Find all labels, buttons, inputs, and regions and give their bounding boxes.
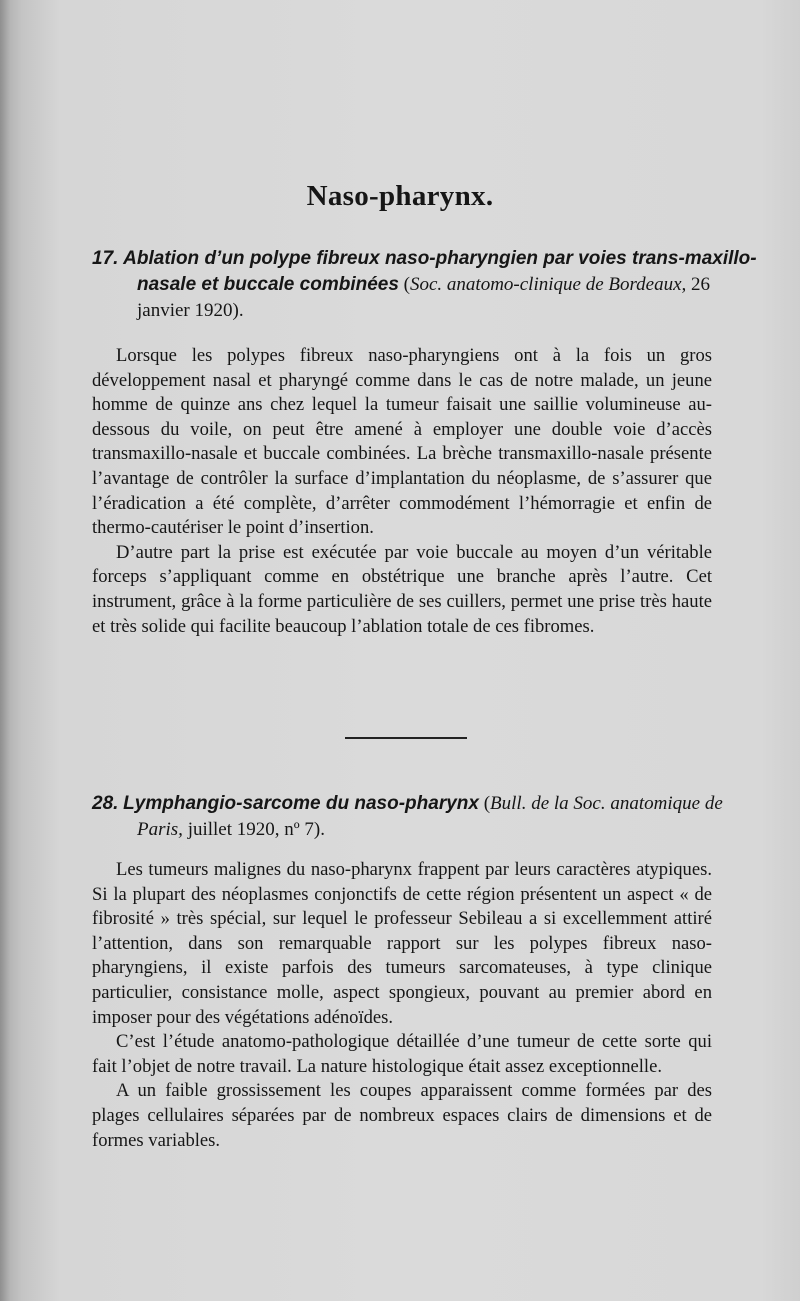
source-citation: Bull. de la Soc. anatomique de Paris, <box>137 793 723 840</box>
paragraph: Les tumeurs malignes du naso-pharynx frappent par leurs caractères atypiques. Si la plupart des néoplasmes conjonctifs de cette région présentent un aspect « de fibrosité » très spécial, sur lequel le professeur Sebileau a si excellemment attiré l’attention, dans son remarquable rapport sur les polypes fibreux naso-pharyngiens, il existe parfois des tumeurs sarcomateuses, à type clinique particulier, consistance molle, aspect spongieux, pouvant au premier abord en imposer pour des végétations adénoïdes. <box>92 859 712 1028</box>
separator-rule <box>345 737 467 739</box>
source-open-paren: ( <box>478 793 491 814</box>
section-title: Naso-pharynx. <box>306 180 494 212</box>
source-date: juillet 1920, nº 7). <box>182 819 325 840</box>
paragraph: Lorsque les polypes fibreux naso-pharyngiens ont à la fois un gros développement nasal et pharyngé comme dans le cas de notre malade, un jeune homme de quinze ans chez lequel la tumeur faisait une saillie volumineuse au-dessous du voile, on peut être amené à employer une double voie d’accès transmaxillo-nasale et buccale combinées. La brèche transmaxillo-nasale présente l’avantage de contrôler la surface d’implantation du néoplasme, de s’assurer que l’éradication a été complète, d’arrêter commodément l’hémorragie et enfin de thermo-cautériser le point d’insertion. <box>92 345 712 539</box>
entry-heading-28 <box>92 791 765 843</box>
paragraph: C’est l’étude anatomo-pathologique détaillée d’une tumeur de cette sorte qui fait l’objet de notre travail. La nature histologique était assez exceptionnelle. <box>92 1031 712 1077</box>
entry-number: 17. <box>92 248 119 269</box>
entry-body-17 <box>92 344 712 639</box>
source-date: 26 janvier 1920). <box>137 274 711 321</box>
entry-title: Ablation d’un polype fibreux naso-pharyngien par voies trans-maxillo-nasale et buccale combinées <box>123 248 757 295</box>
source-citation: Soc. anatomo-clinique de Bordeaux, <box>409 274 687 295</box>
entry-heading-17 <box>92 246 765 324</box>
source-open-paren: ( <box>403 274 410 295</box>
paragraph: A un faible grossissement les coupes apparaissent comme formées par des plages cellulaires séparées par de nombreux espaces clairs de dimensions et de formes variables. <box>92 1080 712 1151</box>
entry-title: Lymphangio-sarcome du naso-pharynx <box>123 793 479 814</box>
entry-body-28 <box>92 858 712 1153</box>
entry-number: 28. <box>92 793 119 814</box>
paragraph: D’autre part la prise est exécutée par voie buccale au moyen d’un véritable forceps s’appliquant comme en obstétrique une branche après l’autre. Cet instrument, grâce à la forme particulière de ses cuillers, permet une prise très haute et très solide qui facilite beaucoup l’ablation totale de ces fibromes. <box>92 541 712 637</box>
